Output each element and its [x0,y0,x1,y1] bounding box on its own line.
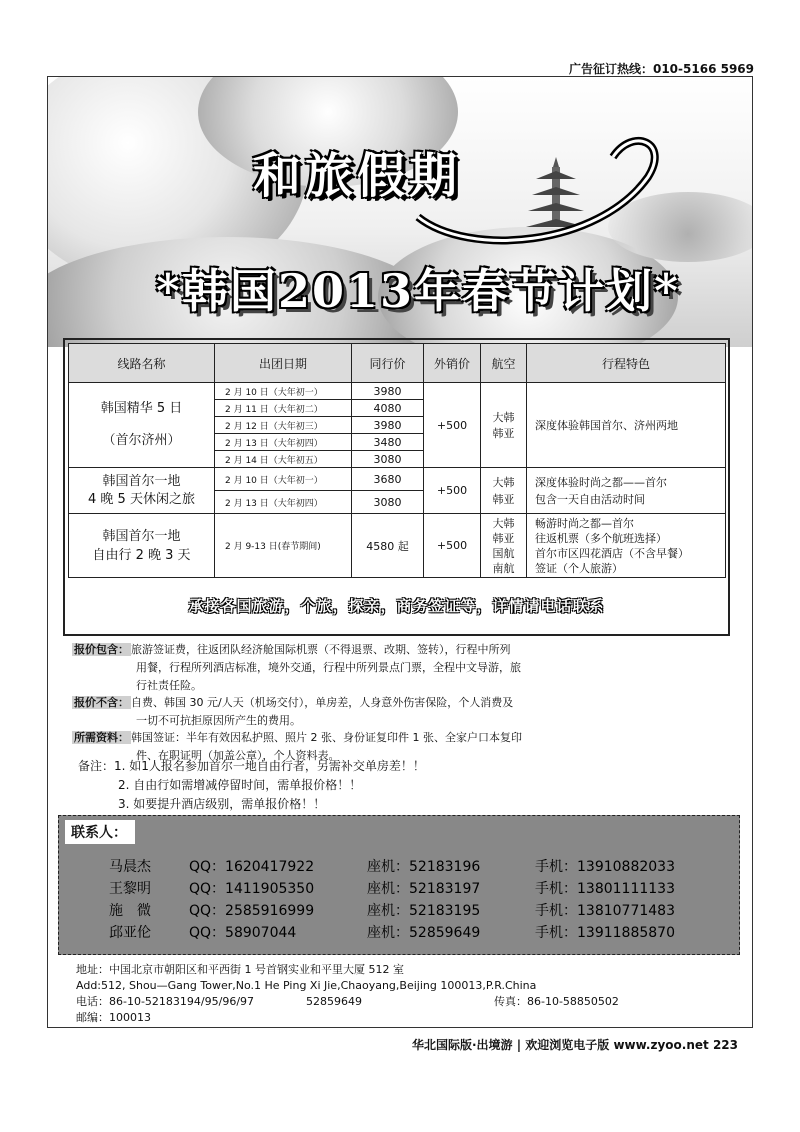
price-cell: 3480 [352,434,424,451]
contact-qq: QQ：1620417922 [189,859,315,875]
contact-name: 王黎明 [109,881,151,897]
contact-mobile: 手机：13910882033 [535,859,675,875]
tour-name: 韩国首尔一地 4 晚 5 天休闲之旅 [69,468,215,514]
address-en: Add:512, Shou—Gang Tower,No.1 He Ping Xi Jie,Chaoyang,Beijing 100013,P.R.China [76,979,537,992]
banner [48,77,752,347]
table-header-row [69,344,726,383]
tour-table [68,343,726,578]
phone-line: 电话：86-10-52183194/95/96/97 52859649 传真：86-10-58850502 [76,995,619,1008]
zip-code: 邮编：100013 [76,1011,151,1024]
col-header: 外销价 [424,344,481,383]
date-cell: 2 月 10 日（大年初一） [215,468,352,491]
airline-cell: 大韩 韩亚 [481,468,527,514]
info-tag: 所需资料： [74,731,129,744]
price-cell: 3080 [352,451,424,468]
contact-mobile: 手机：13911885870 [535,925,675,941]
date-cell: 2 月 14 日（大年初五） [215,451,352,468]
price-cell: 3980 [352,417,424,434]
contact-qq: QQ：2585916999 [189,903,315,919]
price-cell: 4580 起 [352,514,424,578]
price-cell: 3980 [352,383,424,400]
retail-cell: +500 [424,383,481,468]
col-header: 出团日期 [215,344,352,383]
contact-mobile: 手机：13801111133 [535,881,675,897]
address-block [76,962,636,1026]
headline: *韩国2013年春节计划* [155,264,681,318]
date-cell: 2 月 10 日（大年初一） [215,383,352,400]
price-excludes: 报价不含： 自费、韩国 30 元/人天（机场交付），单房差，人身意外伤害保险，个人消费及 一切不可抗拒原因所产生的费用。 [74,696,514,727]
notes: 备注：1. 如1人报名参加首尔一地自由行者，另需补交单房差！！ 2. 自由行如需增减停留时间，需单报价格！！ 3. 如要提升酒店级别，需单报价格！！ [78,759,425,811]
contact-qq: QQ：1411905350 [189,881,315,897]
table-row [69,514,726,578]
table-row [69,468,726,491]
contact-title: 联系人： [65,820,135,844]
price-cell: 3680 [352,468,424,491]
col-header: 行程特色 [527,344,726,383]
required-docs: 所需资料： 韩国签证：半年有效因私护照、照片 2 张、身份证复印件 1 张、全家户口本复印 件、在职证明（加盖公章），个人资料表。 [74,731,522,762]
date-cell: 2 月 11 日（大年初二） [215,400,352,417]
contact-tel: 座机：52183197 [367,881,481,897]
col-header: 线路名称 [69,344,215,383]
price-includes: 报价包含： 旅游签证费，往返团队经济舱国际机票（不得退票、改期、签转），行程中所列 用餐，行程所列酒店标准，境外交通，行程中所列景点门票，全程中文导游，旅 行社责任险。 [74,643,521,692]
retail-cell: +500 [424,468,481,514]
service-slogan: 承接各国旅游，个旅，探亲，商务签证等，详情请电话联系 [188,597,605,615]
price-cell: 3080 [352,491,424,514]
col-header: 同行价 [352,344,424,383]
contact-tel: 座机：52183195 [367,903,481,919]
date-cell: 2 月 13 日（大年初四） [215,434,352,451]
contact-name: 邱亚伦 [109,925,151,941]
feature-cell: 畅游时尚之都—首尔 往返机票（多个航班选择） 首尔市区四花酒店（不含早餐） 签证（个人旅游） [527,514,726,578]
airline-cell: 大韩 韩亚 [481,383,527,468]
airline-cell: 大韩 韩亚 国航 南航 [481,514,527,578]
contact-name: 马晨杰 [109,859,151,875]
date-cell: 2 月 13 日（大年初四） [215,491,352,514]
ad-hotline: 广告征订热线：010-5166 5969 [568,62,754,76]
info-tag: 报价不含： [74,696,129,709]
tour-name: 韩国首尔一地 自由行 2 晚 3 天 [69,514,215,578]
tour-name: 韩国精华 5 日 （首尔济州） [69,383,215,468]
col-header: 航空 [481,344,527,383]
contact-box [58,815,740,955]
feature-cell: 深度体验韩国首尔、济州两地 [527,383,726,468]
contact-mobile: 手机：13810771483 [535,903,675,919]
price-cell: 4080 [352,400,424,417]
brand-logo-text: 和旅假期 [253,148,462,204]
contact-tel: 座机：52859649 [367,925,481,941]
address-cn: 地址：中国北京市朝阳区和平西街 1 号首钢实业和平里大厦 512 室 [76,963,404,976]
info-tag: 报价包含： [74,643,129,656]
contact-name: 施 微 [109,903,151,919]
retail-cell: +500 [424,514,481,578]
feature-cell: 深度体验时尚之都——首尔 包含一天自由活动时间 [527,468,726,514]
contact-qq: QQ：58907044 [189,925,297,941]
page-footer: 华北国际版·出境游 | 欢迎浏览电子版 www.zyoo.net 223 [411,1038,738,1052]
contact-tel: 座机：52183196 [367,859,481,875]
date-cell: 2 月 9-13 日(春节期间) [215,514,352,578]
table-row [69,383,726,400]
date-cell: 2 月 12 日（大年初三） [215,417,352,434]
